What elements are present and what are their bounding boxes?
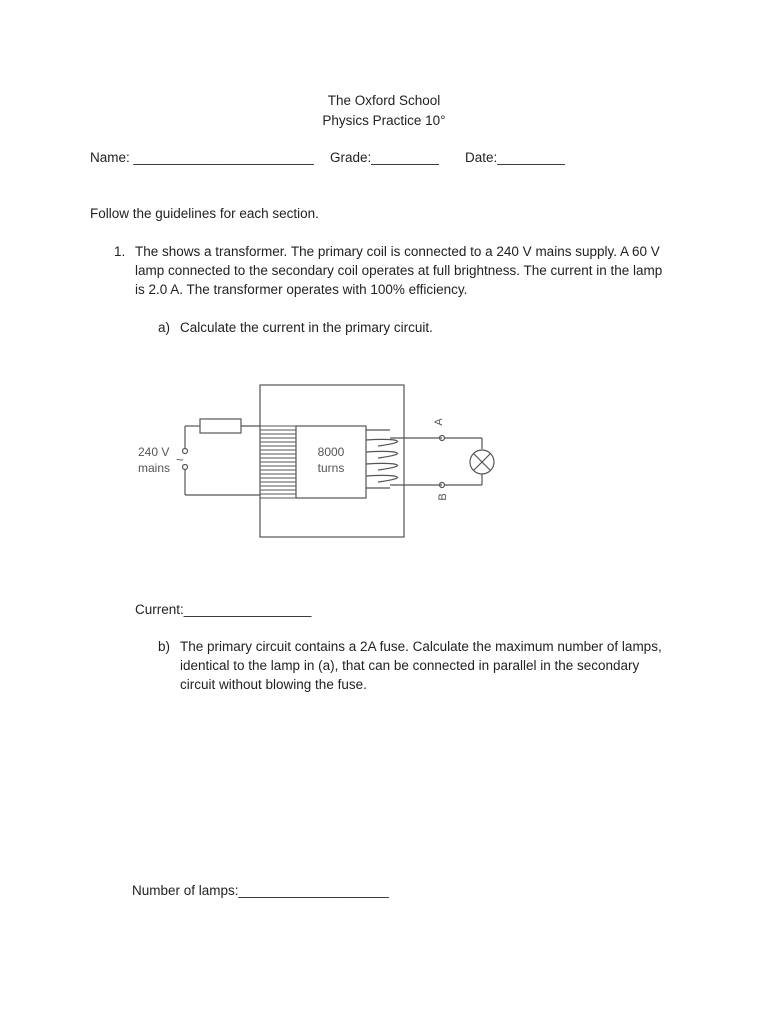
worksheet-title: Physics Practice 10° [322, 113, 446, 128]
transformer-diagram [130, 378, 510, 550]
supply-label-line2: mains [138, 461, 171, 475]
fuse-symbol [200, 419, 241, 433]
date-field[interactable]: Date:_________ [465, 150, 565, 165]
grade-field[interactable]: Grade:_________ [330, 150, 439, 165]
secondary-circuit [390, 436, 494, 488]
question-text-line: lamp connected to the secondary coil operates at full brightness. The current in the lamp [135, 263, 663, 278]
terminal-b-label: B [437, 493, 449, 501]
current-answer-field[interactable]: Current:_________________ [135, 602, 312, 617]
part-a-label: a) [158, 320, 171, 335]
secondary-coil [366, 430, 397, 488]
core-label-line2: turns [317, 461, 345, 475]
part-a-text: Calculate the current in the primary circuit. [180, 320, 433, 335]
question-text-line: The shows a transformer. The primary coil is connected to a 240 V mains supply. A 60 V [135, 244, 660, 259]
school-name: The Oxford School [327, 93, 441, 108]
primary-coil [260, 426, 296, 498]
name-field[interactable]: Name: ________________________ [90, 150, 314, 165]
supply-label-line1: 240 V [138, 445, 170, 459]
lamps-answer-field[interactable]: Number of lamps:____________________ [132, 883, 389, 898]
instructions-text: Follow the guidelines for each section. [90, 206, 319, 221]
primary-circuit [183, 419, 261, 495]
part-b-label: b) [158, 639, 171, 654]
part-b-text-line: circuit without blowing the fuse. [180, 677, 367, 692]
question-text-line: is 2.0 A. The transformer operates with 100% efficiency. [135, 282, 468, 297]
question-number: 1. [114, 244, 126, 259]
part-b-text-line: The primary circuit contains a 2A fuse. Calculate the maximum number of lamps, [180, 639, 662, 654]
core-label-line1: 8000 [317, 445, 345, 459]
terminal-a-label: A [433, 418, 445, 426]
part-b-text-line: identical to the lamp in (a), that can be connected in parallel in the secondary [180, 658, 640, 673]
ac-symbol: ~ [176, 452, 184, 467]
